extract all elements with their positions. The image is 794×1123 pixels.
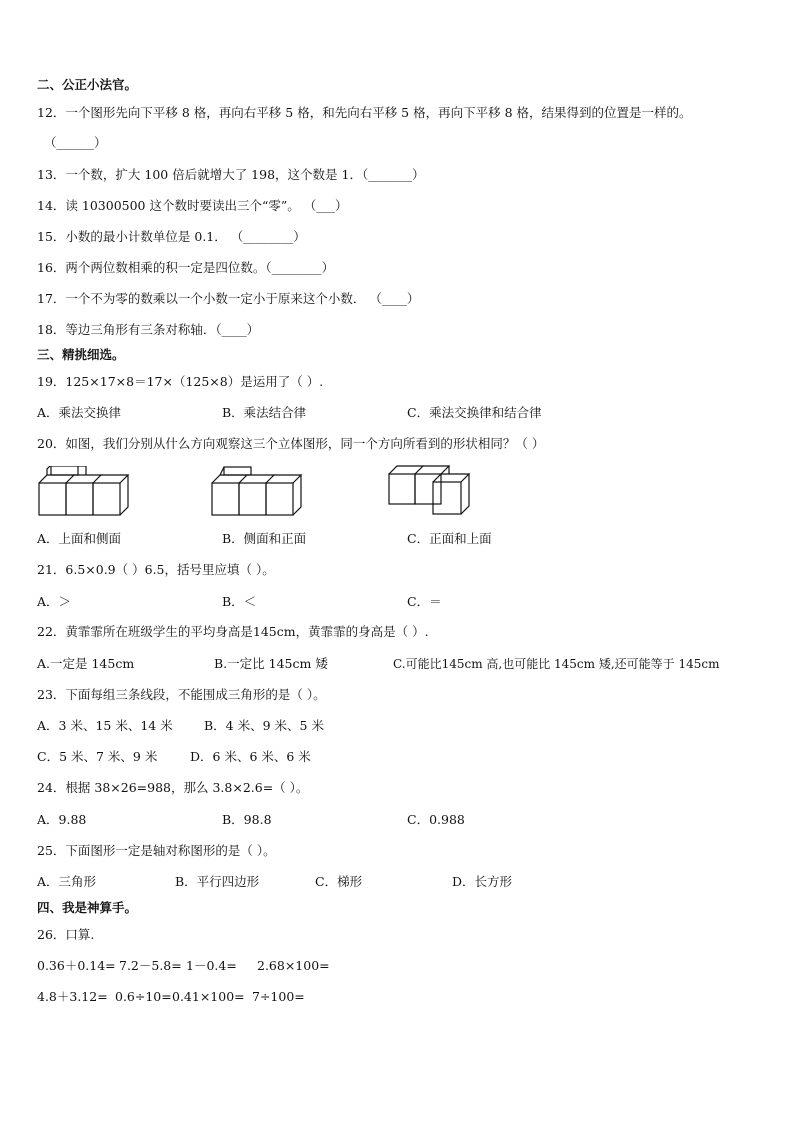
calc-1-3: 1－0.4= <box>186 958 237 973</box>
q25-option-c: C．梯形 <box>315 874 363 889</box>
question-21: 21．6.5×0.9（ ）6.5，括号里应填（ ）。 <box>37 562 275 577</box>
q21-option-c: C．＝ <box>407 594 442 609</box>
calc-1-2: 7.2－5.8= <box>119 958 182 973</box>
question-25: 25．下面图形一定是轴对称图形的是（ ）。 <box>37 843 276 858</box>
cube-figure-1 <box>37 466 132 518</box>
q21-option-b: B．＜ <box>222 594 257 609</box>
q20-option-a: A．上面和侧面 <box>37 531 122 546</box>
calc-1-1: 0.36＋0.14= <box>37 958 116 973</box>
question-12: 12．一个图形先向下平移 8 格，再向右平移 5 格，和先向右平移 5 格，再向下平移 8 格，结果得到的位置是一样的。 <box>37 105 692 120</box>
q24-option-a: A．9.88 <box>37 812 87 827</box>
q23-option-c: C．5 米、7 米、9 米 <box>37 749 158 764</box>
question-17: 17．一个不为零的数乘以一个小数一定小于原来这个小数． （____） <box>37 291 420 306</box>
q24-option-c: C．0.988 <box>407 812 465 827</box>
q25-option-a: A．三角形 <box>37 874 97 889</box>
q23-option-a: A．3 米、15 米、14 米 <box>37 718 173 733</box>
calc-2-4: 7÷100= <box>252 989 305 1004</box>
q19-option-b: B．乘法结合律 <box>222 405 307 420</box>
q22-option-b: B.一定比 145cm 矮 <box>214 656 328 671</box>
question-16: 16．两个两位数相乘的积一定是四位数。（________） <box>37 260 335 275</box>
section-2-title: 二、公正小法官。 <box>37 77 138 92</box>
question-20: 20．如图，我们分别从什么方向观察这三个立体图形，同一个方向所看到的形状相同？（ ） <box>37 436 545 451</box>
question-14: 14．读 10300500 这个数时要读出三个“零”。 （___） <box>37 198 348 213</box>
question-26: 26．口算. <box>37 927 95 942</box>
section-4-title: 四、我是神算手。 <box>37 900 138 915</box>
calc-2-1: 4.8＋3.12= <box>37 989 108 1004</box>
calc-2-3: 0.41×100= <box>172 989 245 1004</box>
q20-option-c: C．正面和上面 <box>407 531 492 546</box>
q22-option-a: A.一定是 145cm <box>37 656 135 671</box>
question-13: 13．一个数，扩大 100 倍后就增大了 198，这个数是 1．（_______） <box>37 167 425 182</box>
calc-1-4: 2.68×100= <box>257 958 330 973</box>
q25-option-d: D．长方形 <box>452 874 513 889</box>
question-24: 24．根据 38×26=988，那么 3.8×2.6=（ ）。 <box>37 780 309 795</box>
q19-option-a: A．乘法交换律 <box>37 405 122 420</box>
q22-option-c: C.可能比145cm 高,也可能比 145cm 矮,还可能等于 145cm <box>393 657 720 671</box>
q23-option-d: D．6 米、6 米、6 米 <box>190 749 311 764</box>
question-22: 22．黄霏霏所在班级学生的平均身高是145cm，黄霏霏的身高是（ ）. <box>37 624 429 639</box>
q19-option-c: C．乘法交换律和结合律 <box>407 405 542 420</box>
cube-figure-3 <box>385 462 475 516</box>
q25-option-b: B．平行四边形 <box>175 874 260 889</box>
q21-option-a: A．＞ <box>37 594 72 609</box>
question-12-blank: （______） <box>44 135 107 150</box>
q23-option-b: B．4 米、9 米、5 米 <box>204 718 324 733</box>
question-23: 23．下面每组三条线段，不能围成三角形的是（ ）。 <box>37 687 326 702</box>
question-15: 15．小数的最小计数单位是 0.1． （________） <box>37 229 306 244</box>
section-3-title: 三、精挑细选。 <box>37 347 125 362</box>
q20-option-b: B．侧面和正面 <box>222 531 307 546</box>
q24-option-b: B．98.8 <box>222 812 272 827</box>
question-18: 18．等边三角形有三条对称轴．（____） <box>37 322 260 337</box>
cube-figure-2 <box>210 466 305 518</box>
question-19: 19．125×17×8＝17×（125×8）是运用了（ ）. <box>37 374 324 389</box>
calc-2-2: 0.6÷10= <box>115 989 172 1004</box>
